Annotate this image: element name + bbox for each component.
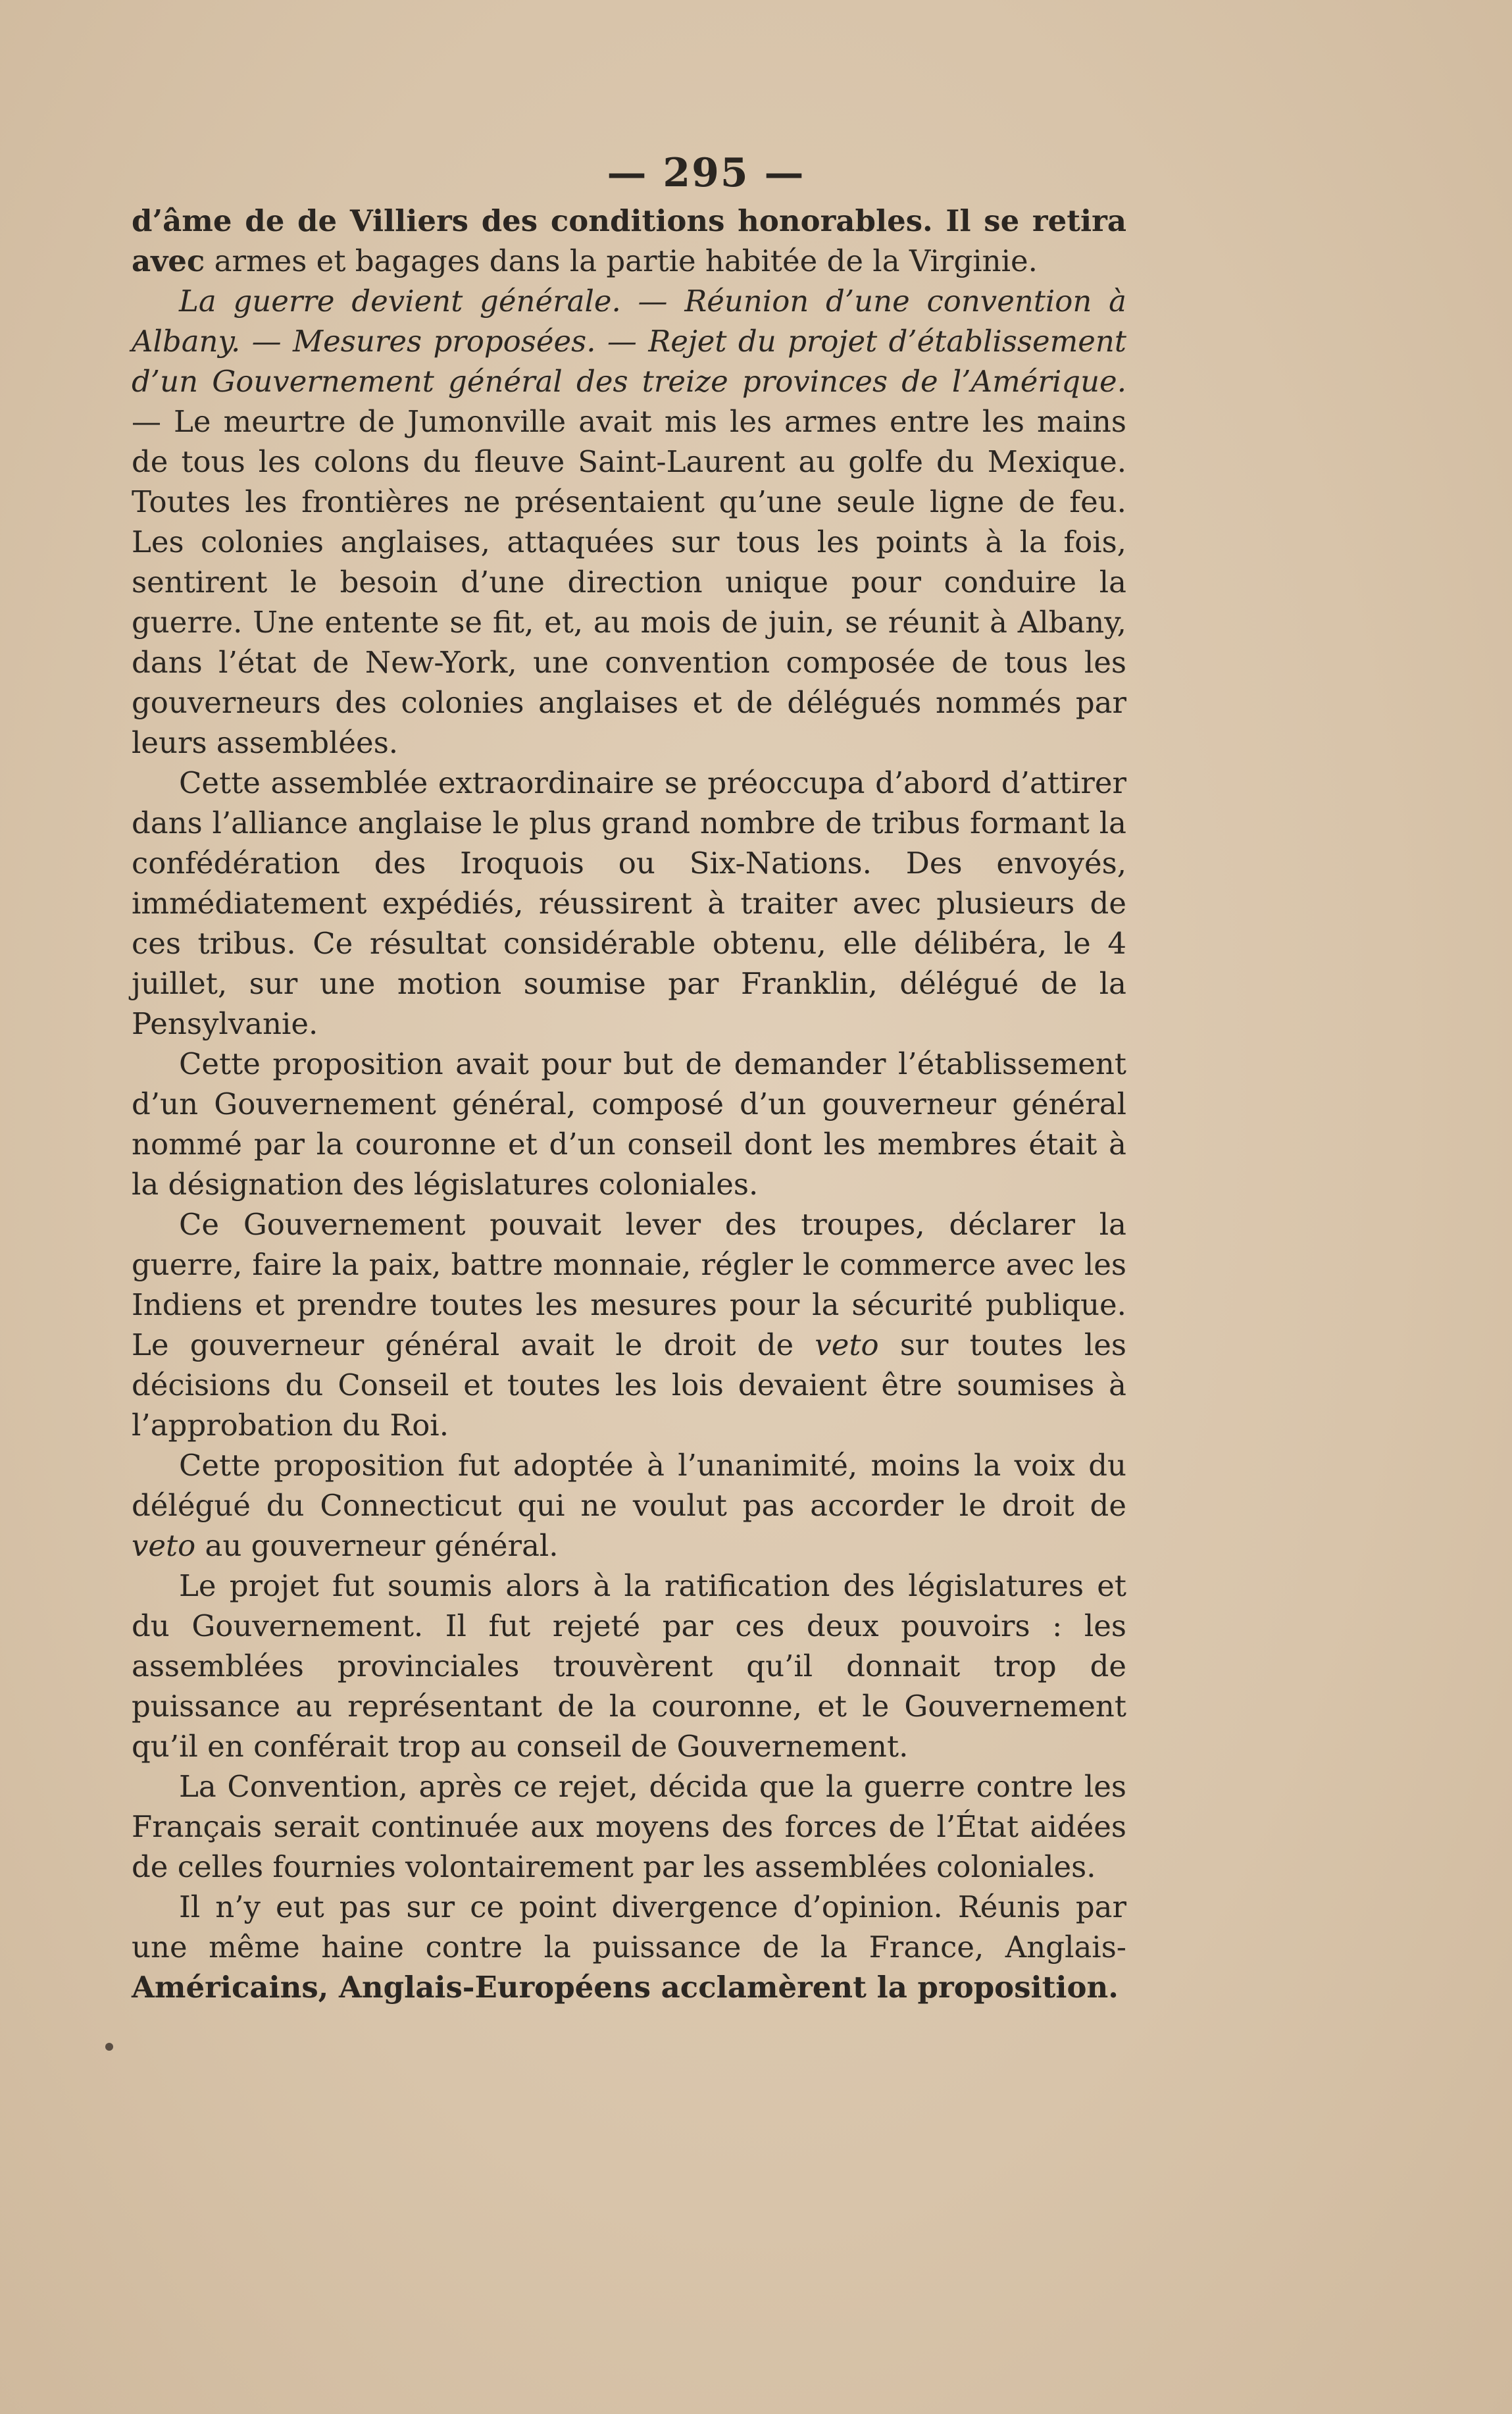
body-text: [132, 201, 1126, 2007]
paragraph: [132, 763, 1126, 1044]
text-run: Ce Gouvernement pouvait lever des troupes, déclarer la guerre, faire la paix, battre monnaie, régler le commerce avec les Indiens et prendre toutes les mesures pour la sécurité publique. Le gouverneur général avait le droit de: [132, 1207, 1126, 1362]
text-run: Cette assemblée extraordinaire se préoccupa d’abord d’attirer dans l’alliance anglaise le plus grand nombre de tribus formant la confédération des Iroquois ou Six-Nations. Des envoyés, immédiatement expédiés, réussirent à traiter avec plusieurs de ces tribus. Ce résultat considérable obtenu, elle délibéra, le 4 juillet, sur une motion soumise par Franklin, délégué de la Pensylvanie.: [132, 765, 1126, 1041]
text-run: La Convention, après ce rejet, décida que la guerre contre les Français serait continuée aux moyens des forces de l’État aidées de celles fournies volontairement par les assemblées coloniales.: [132, 1769, 1126, 1884]
text-run: veto: [132, 1528, 196, 1563]
text-run: Le projet fut soumis alors à la ratification des législatures et du Gouvernement. Il fut rejeté par ces deux pouvoirs : les assemblées provinciales trouvèrent qu’il donnait trop de puissance au représentant de la couronne, et le Gouvernement qu’il en conférait trop au conseil de Gouvernement.: [132, 1568, 1126, 1764]
text-run: armes et bagages dans la partie habitée de la Virginie.: [205, 244, 1038, 278]
paragraph: [132, 1766, 1126, 1887]
text-run: sur toutes les décisions du Conseil et toutes les lois devaient être soumises à l’approbation du Roi.: [132, 1327, 1126, 1443]
paragraph: [132, 1887, 1126, 2007]
text-run: Cette proposition fut adoptée à l’unanimité, moins la voix du délégué du Connecticut qui ne voulut pas accorder le droit de: [132, 1448, 1126, 1523]
paragraph: [132, 1044, 1126, 1204]
text-run: Américains, Anglais-Européens acclamèrent la proposition.: [132, 1970, 1119, 2005]
text-run: veto: [815, 1327, 879, 1362]
paragraph: [132, 201, 1126, 281]
text-run: — Le meurtre de Jumonville avait mis les armes entre les mains de tous les colons du fleuve Saint-Laurent au golfe du Mexique. Toutes les frontières ne présentaient qu’une seule ligne de feu. Les colonies anglaises, attaquées sur tous les points à la fois, sentirent le besoin d’une direction unique pour conduire la guerre. Une entente se fit, et, au mois de juin, se réunit à Albany, dans l’état de New-York, une convention composée de tous les gouverneurs des colonies anglaises et de délégués nommés par leurs assemblées.: [132, 404, 1126, 760]
text-run: La guerre devient générale. — Réunion d’une convention à Albany. — Mesures proposées. — Rejet du projet d’établissement d’un Gouvernement général des treize provinces de l’Amérique.: [132, 284, 1126, 399]
paragraph: [132, 281, 1126, 763]
text-run: d’âme de de Villiers des conditions honorables. Il se retira avec: [132, 203, 1126, 278]
paragraph: [132, 1204, 1126, 1445]
paragraph: [132, 1445, 1126, 1566]
ink-speck: [105, 2043, 113, 2051]
text-run: Il n’y eut pas sur ce point divergence d’opinion. Réunis par une même haine contre la puissance de la France, Anglais-: [132, 1889, 1126, 1965]
page-number: — 295 —: [607, 150, 805, 196]
paragraph: [132, 1566, 1126, 1766]
text-run: Cette proposition avait pour but de demander l’établissement d’un Gouvernement général, composé d’un gouverneur général nommé par la couronne et d’un conseil dont les membres était à la désignation des législatures coloniales.: [132, 1046, 1126, 1202]
text-run: au gouverneur général.: [195, 1528, 559, 1563]
